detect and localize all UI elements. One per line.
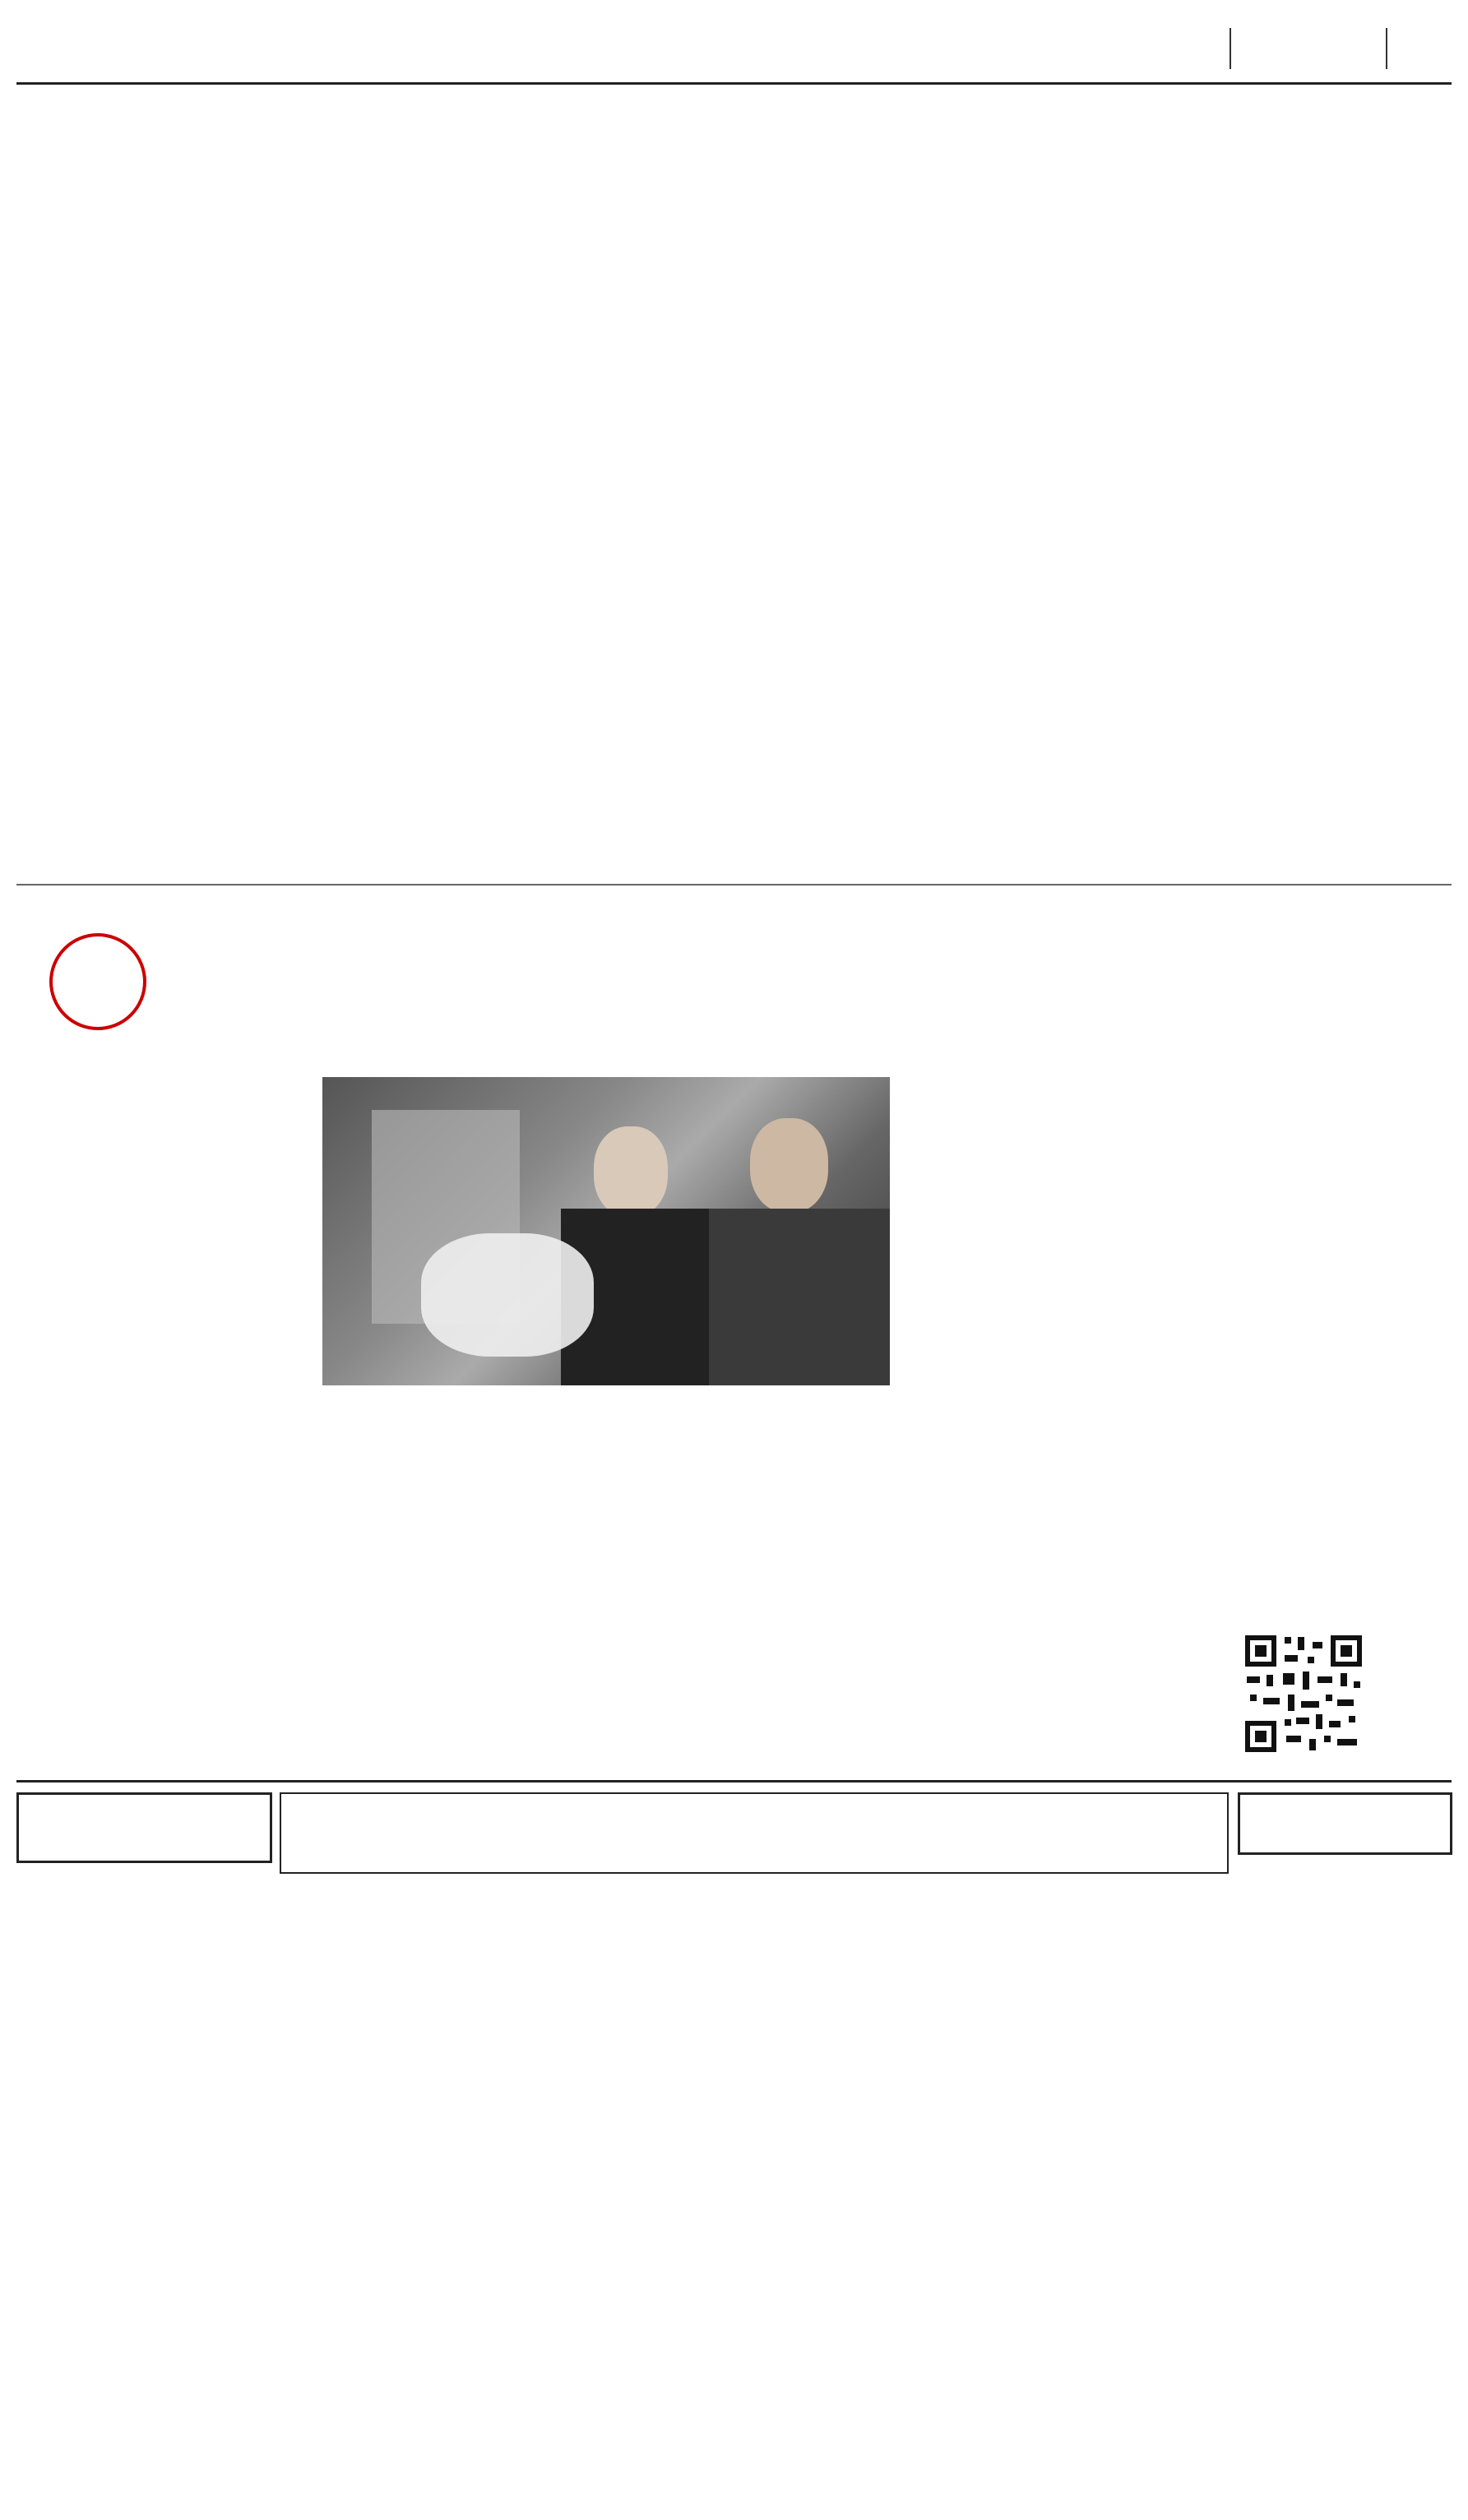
- qr-code-icon: [1242, 1632, 1365, 1755]
- feature-photo: [322, 1077, 890, 1385]
- feature-col-a: [322, 1418, 598, 1772]
- feature-col-a-start: [16, 1591, 308, 1764]
- badge-circle: [49, 933, 146, 1030]
- header-divider: [1386, 28, 1387, 69]
- column-badge: [33, 900, 313, 1085]
- qr-code[interactable]: [1242, 1632, 1365, 1755]
- classified-section: [16, 1780, 1452, 2506]
- ad-banner: [280, 1792, 1229, 1874]
- biz-header: [1238, 1792, 1452, 1855]
- feature-col-b: [609, 1418, 888, 1772]
- header-rule: [16, 82, 1452, 85]
- feature-col-d: [1180, 1073, 1447, 1616]
- header-divider: [1230, 28, 1231, 69]
- notice-header: [16, 1792, 272, 1863]
- feature-paragraph: [16, 1591, 308, 1764]
- section-rule: [16, 884, 1452, 885]
- photo-face: [594, 1126, 668, 1217]
- page-header: [33, 15, 1447, 81]
- photo-bag: [421, 1233, 594, 1357]
- photo-face: [750, 1118, 828, 1213]
- feature-col-c: [902, 1278, 1161, 1772]
- photo-jacket: [709, 1209, 890, 1385]
- feature-col-b-top: [902, 1073, 1161, 1180]
